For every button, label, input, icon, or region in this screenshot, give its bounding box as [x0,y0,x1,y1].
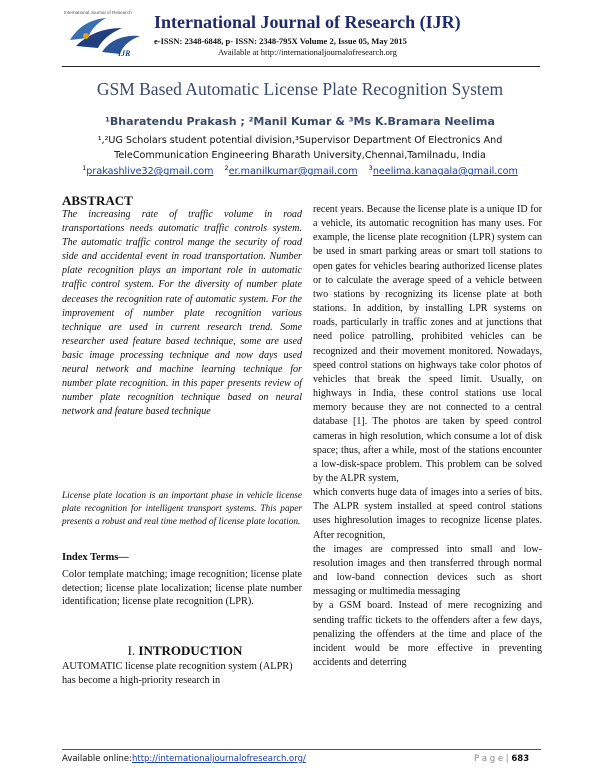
available-line: Available at http://internationaljournalofresearch.org [218,47,397,57]
affiliation-line-1: ¹,²UG Scholars student potential division,³Supervisor Department Of Electronics And [97,135,503,146]
email-link-2[interactable]: er.manilkumar@gmail.com [228,166,358,178]
abstract-heading: ABSTRACT [62,193,133,208]
logo-graphic [62,6,150,60]
affiliation-line-2: TeleCommunication Engineering Bharath University,Chennai,Tamilnadu, India [114,150,486,161]
index-terms-body: Color template matching; image recognition; license plate detection; license plate localization; license plate number identification; license plate recognition (LPR). [62,569,302,608]
page-number: 683 [511,754,530,764]
email-2-marker: 2 [224,164,229,172]
journal-title: International Journal of Research (IJR) [154,12,461,32]
right-paragraph-1: recent years. Because the license plate is a unique ID for a vehicle, its automatic recognition has many uses. For example, the license plate recognition (LPR) system can be used in smart parking areas or smart toll stations to open gates for vehicles bearing authorized license plates or to calculate the average speed of a vehicle between two stations by recognizing its license plate at both stations. In addition, by installing LPR systems on roads, particularly in traffic zones and at junctions that need police patrolling, prohibited vehicles can be recognized and their movement monitored. Nowadays, speed control stations on highways take color photos of vehicles that break the speed limit. Usually, on highways in India, these control stations use local memory because they are not connected to a central database [1]. The photos are taken by speed control cameras in high resolution, which consume a lot of disk space; thus, after a while, most of the stations encounter a low-disk-space problem. This problem can be solved by the ALPR system, [313,204,542,484]
page-label: P a g e [474,754,504,764]
email-link-3[interactable]: neelima.kanagala@gmail.com [372,166,518,178]
index-terms-heading: Index Terms— [62,552,129,563]
footer-available [62,754,306,764]
logo-mark: IJR [118,49,131,58]
page-number-block [474,754,529,764]
header-divider [62,66,540,67]
journal-logo [62,6,150,60]
email-1-marker: 1 [82,164,87,172]
authors: ¹Bharatendu Prakash ; ²Manil Kumar & ³Ms K.Bramara Neelima [105,115,495,128]
introduction-title: INTRODUCTION [138,643,243,658]
email-3-marker: 3 [368,164,373,172]
logo-text: International Journal of Research [64,10,132,15]
right-column [313,203,542,670]
introduction-number: I. [127,643,136,658]
author-emails [0,164,600,177]
right-paragraph-3: the images are compressed into small and low-resolution images and then transferred through normal and low-band connection devices such as short messaging or multimedia messaging [313,543,542,598]
abstract-body: The increasing rate of traffic volume in road transportations needs automatic traffic controls system. The automatic traffic control mange the security of road side and accidental event in road transportation. Number plate recognition plays an important role in automatic traffic control system. For the diversity of number plate deceases the recognition rate of automatic system. For the improvement of number plate recognition various technique are used in current research trend. Some researcher used feature based technique, some are used basic image processing technique and now days used neural network and machine learning technique for number plate recognition. in this paper presents review of number plate recognition technique based on neural network and feature based technique [62,209,302,418]
footer-available-label: Available online: [62,754,132,764]
abstract-body-2: License plate location is an important phase in vehicle license plate recognition for intelligent transport systems. This paper presents a robust and real time method of license plate location. [62,491,302,528]
introduction-body: AUTOMATIC license plate recognition system (ALPR) has become a high-priority research in [62,661,293,686]
footer-link[interactable]: http://internationaljournalofresearch.org/ [131,754,306,764]
right-paragraph-2: which converts huge data of images into a series of bits. The ALPR system installed at speed control stations uses highresolution images to recognize license plates. After recognition, [313,487,542,541]
right-paragraph-4: by a GSM board. Instead of mere recognizing and sending traffic tickets to the offenders after a few days, penalizing the offenders at the time and place of the incident would be more effective in preventing accidents and deterring [313,600,542,668]
email-link-1[interactable]: prakashlive32@gmail.com [86,166,214,178]
issn-line: e-ISSN: 2348-6848, p- ISSN: 2348-795X Volume 2, Issue 05, May 2015 [154,36,407,46]
footer-divider [62,749,541,750]
page-separator: | [503,754,512,764]
paper-title: GSM Based Automatic License Plate Recognition System [96,79,504,99]
